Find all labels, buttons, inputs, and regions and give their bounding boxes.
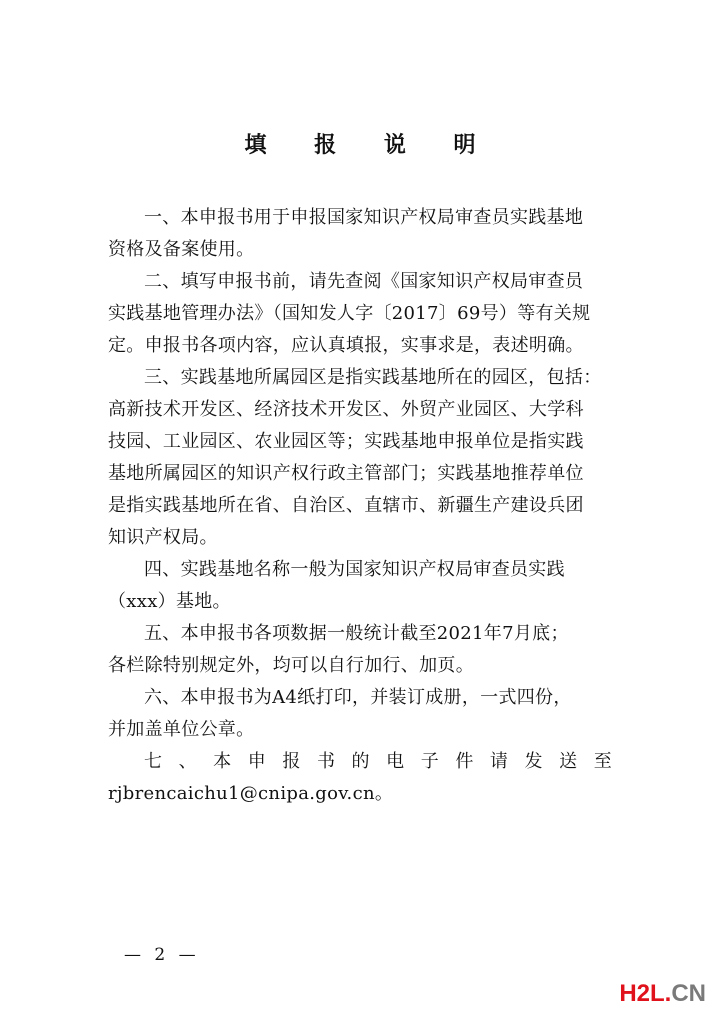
text-line: 资格及备案使用。 bbox=[108, 239, 255, 260]
watermark-brand: H2L bbox=[619, 980, 665, 1007]
instruction-paragraph-3 bbox=[108, 362, 612, 554]
instruction-paragraph-2 bbox=[108, 266, 612, 362]
watermark-logo bbox=[619, 980, 706, 1008]
text-line: 一、本申报书用于申报国家知识产权局审查员实践基地 bbox=[144, 207, 584, 228]
text-line: 三、实践基地所属园区是指实践基地所在的园区，包括： bbox=[144, 367, 602, 388]
text-line: 定。申报书各项内容，应认真填报，实事求是，表述明确。 bbox=[108, 335, 584, 356]
instruction-paragraph-6 bbox=[108, 682, 612, 746]
instructions-body bbox=[108, 202, 612, 810]
page-number: — 2 — bbox=[124, 945, 200, 965]
text-line: 高新技术开发区、经济技术开发区、外贸产业园区、大学科 bbox=[108, 399, 584, 420]
instruction-paragraph-4 bbox=[108, 554, 612, 618]
text-line: 各栏除特别规定外，均可以自行加行、加页。 bbox=[108, 655, 474, 676]
text-line: 基地所属园区的知识产权行政主管部门；实践基地推荐单位 bbox=[108, 463, 584, 484]
watermark-tld: CN bbox=[671, 980, 706, 1007]
text-line: 五、本申报书各项数据一般统计截至2021年7月底； bbox=[144, 623, 569, 644]
page-title: 填 报 说 明 bbox=[244, 132, 496, 158]
text-line: 七、本申报书的电子件请发送至 bbox=[144, 751, 612, 772]
instruction-paragraph-5 bbox=[108, 618, 612, 682]
text-line: 四、实践基地名称一般为国家知识产权局审查员实践 bbox=[144, 559, 565, 580]
instruction-paragraph-1 bbox=[108, 202, 612, 266]
text-line: （xxx）基地。 bbox=[108, 591, 231, 612]
text-line: 是指实践基地所在省、自治区、直辖市、新疆生产建设兵团 bbox=[108, 495, 584, 516]
text-line: 知识产权局。 bbox=[108, 527, 218, 548]
text-line: 实践基地管理办法》（国知发人字〔2017〕69号）等有关规 bbox=[108, 303, 591, 324]
email-address: rjbrencaichu1@cnipa.gov.cn。 bbox=[108, 783, 394, 804]
watermark-dot: . bbox=[664, 980, 672, 1007]
text-line: 二、填写申报书前，请先查阅《国家知识产权局审查员 bbox=[144, 271, 584, 292]
text-line: 并加盖单位公章。 bbox=[108, 719, 255, 740]
instruction-paragraph-7 bbox=[108, 746, 612, 810]
text-line: 六、本申报书为A4纸打印，并装订成册，一式四份， bbox=[144, 687, 572, 708]
text-line: 技园、工业园区、农业园区等；实践基地申报单位是指实践 bbox=[108, 431, 584, 452]
